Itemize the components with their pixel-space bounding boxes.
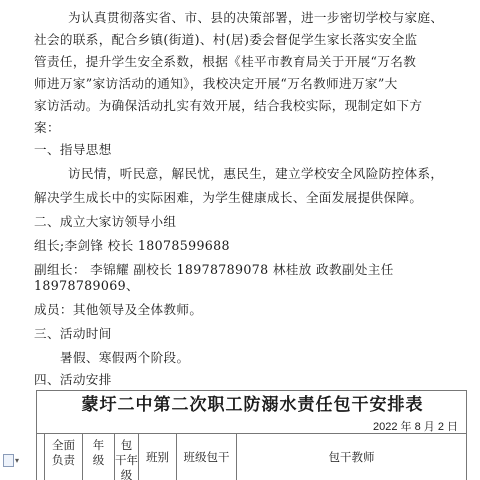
table-header-class: 班别	[139, 434, 177, 480]
guiding-line-2: 解决学生成长中的实际困难，为学生健康成长、全面发展提供保障。	[34, 190, 423, 205]
section-heading-arrangement: 四、活动安排	[34, 372, 112, 387]
paste-options-icon[interactable]	[2, 453, 24, 467]
table-header-row	[37, 433, 466, 480]
table-header-class-duty: 班级包干	[177, 434, 237, 480]
deputy-line: 副组长： 李锦耀 副校长 18978789078 林桂放 政教副处主任	[34, 262, 394, 277]
intro-line-3: 管责任，提升学生安全系数，根据《桂平市教育局关于开展“万名教	[34, 54, 417, 69]
section-heading-leadership: 二、成立大家访领导小组	[34, 214, 177, 229]
section-heading-time: 三、活动时间	[34, 326, 112, 341]
intro-line-4: 师进万家”家访活动的通知》，我校决定开展“万名教师进万家”大	[34, 76, 398, 91]
table-header-teacher: 包干教师	[328, 450, 375, 464]
table-header-overall: 全面 负责	[45, 434, 83, 480]
paste-sheet-icon	[3, 454, 14, 467]
table-title: 蒙圩二中第二次职工防溺水责任包干安排表	[81, 395, 424, 415]
intro-line-6: 案：	[34, 120, 60, 135]
drowning-duty-table	[36, 390, 467, 480]
table-header-grade: 年 级	[83, 434, 115, 480]
intro-line-2: 社会的联系，配合乡镇(街道)、村(居)委会督促学生家长落实安全监	[34, 32, 418, 47]
chevron-down-icon: ▾	[15, 456, 20, 465]
section-heading-guiding: 一、指导思想	[34, 142, 112, 157]
table-date: 2022 年 8 月 2 日	[373, 421, 458, 433]
intro-line-5: 家访活动。为确保活动扎实有效开展，结合我校实际，现制定如下方	[34, 98, 423, 113]
time-line: 暑假、寒假两个阶段。	[60, 350, 190, 365]
deputy-phone-line: 18978789069、	[34, 278, 139, 293]
intro-line-1: 为认真贯彻落实省、市、县的决策部署，进一步密切学校与家庭、	[68, 10, 444, 25]
table-header-blank	[37, 434, 45, 480]
members-line: 成员：其他领导及全体教师。	[34, 302, 203, 317]
leader-line: 组长;李剑锋 校长 18078599688	[34, 238, 230, 253]
table-header-grade-duty: 包 干年 级	[115, 434, 139, 480]
guiding-line-1: 访民情，听民意，解民忧，惠民生，建立学校安全风险防控体系，	[68, 166, 444, 181]
